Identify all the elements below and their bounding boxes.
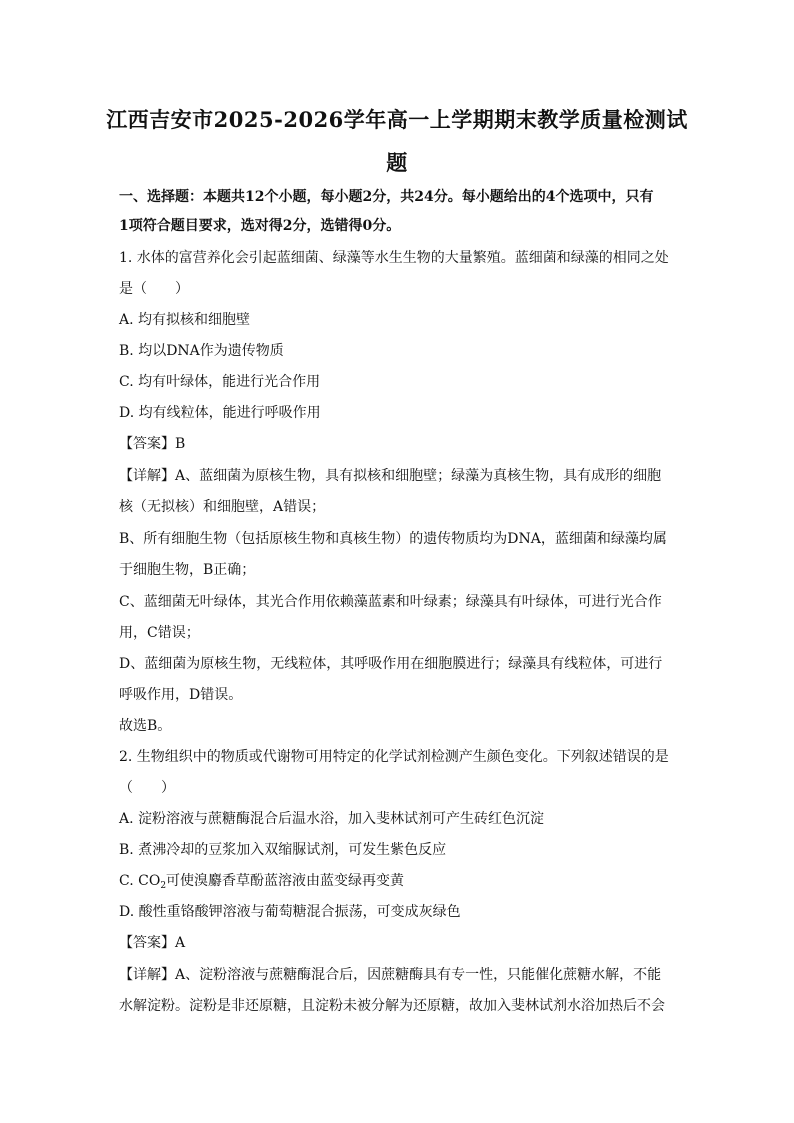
q2-stem-line-1: 2. 生物组织中的物质或代谢物可用特定的化学试剂检测产生颜色变化。下列叙述错误的是 — [119, 749, 669, 765]
q2-option-a: A. 淀粉溶液与蔗糖酶混合后温水浴，加入斐林试剂可产生砖红色沉淀 — [119, 811, 545, 827]
q1-explanation-line-5: C、蓝细菌无叶绿体，其光合作用依赖藻蓝素和叶绿素；绿藻具有叶绿体，可进行光合作 — [119, 594, 662, 610]
q1-stem-line-1: 1. 水体的富营养化会引起蓝细菌、绿藻等水生生物的大量繁殖。蓝细菌和绿藻的相同之处 — [119, 250, 669, 266]
q2-stem-line-2: （ ） — [119, 780, 175, 796]
q1-answer: 【答案】B — [119, 436, 186, 452]
q1-option-c: C. 均有叶绿体，能进行光合作用 — [119, 374, 321, 390]
q2-answer: 【答案】A — [119, 935, 186, 951]
q2-option-c-suffix: 可使溴麝香草酚蓝溶液由蓝变绿再变黄 — [166, 873, 405, 889]
q2-option-c — [119, 873, 404, 889]
q2-option-d: D. 酸性重铬酸钾溶液与葡萄糖混合振荡，可变成灰绿色 — [119, 904, 461, 920]
q1-explanation-line-4: 于细胞生物，B正确； — [119, 562, 256, 578]
q1-stem-line-2: 是（ ） — [119, 281, 189, 297]
q2-explanation-line-2: 水解淀粉。淀粉是非还原糖，且淀粉未被分解为还原糖，故加入斐林试剂水浴加热后不会 — [119, 998, 665, 1014]
q1-conclusion: 故选B。 — [119, 718, 172, 734]
section-heading-line-2: 1项符合题目要求，选对得2分，选错得0分。 — [119, 218, 401, 234]
q2-option-c-prefix: C. CO — [119, 873, 161, 889]
q1-explanation-line-1: 【详解】A、蓝细菌为原核生物，具有拟核和细胞壁；绿藻为真核生物，具有成形的细胞 — [119, 468, 662, 484]
q2-option-b: B. 煮沸冷却的豆浆加入双缩脲试剂，可发生紫色反应 — [119, 842, 447, 858]
q1-explanation-line-3: B、所有细胞生物（包括原核生物和真核生物）的遗传物质均为DNA，蓝细菌和绿藻均属 — [119, 531, 667, 547]
q1-explanation-line-6: 用，C错误； — [119, 625, 200, 641]
q1-explanation-line-8: 呼吸作用，D错误。 — [119, 687, 243, 703]
page-title-line-2: 题 — [386, 150, 408, 175]
q1-option-a: A. 均有拟核和细胞壁 — [119, 312, 251, 328]
q1-explanation-line-2: 核（无拟核）和细胞壁，A错误； — [119, 499, 326, 515]
q1-explanation-line-7: D、蓝细菌为原核生物，无线粒体，其呼吸作用在细胞膜进行；绿藻具有线粒体，可进行 — [119, 656, 663, 672]
section-heading-line-1: 一、选择题：本题共12个小题，每小题2分，共24分。每小题给出的4个选项中，只有 — [119, 189, 654, 205]
q1-option-b: B. 均以DNA作为遗传物质 — [119, 343, 284, 359]
page-title-line-1: 江西吉安市2025-2026学年高一上学期期末教学质量检测试 — [106, 107, 688, 132]
q1-option-d: D. 均有线粒体，能进行呼吸作用 — [119, 405, 321, 421]
q2-explanation-line-1: 【详解】A、淀粉溶液与蔗糖酶混合后，因蔗糖酶具有专一性，只能催化蔗糖水解，不能 — [119, 967, 662, 983]
q2-option-c-subscript: 2 — [160, 881, 167, 891]
